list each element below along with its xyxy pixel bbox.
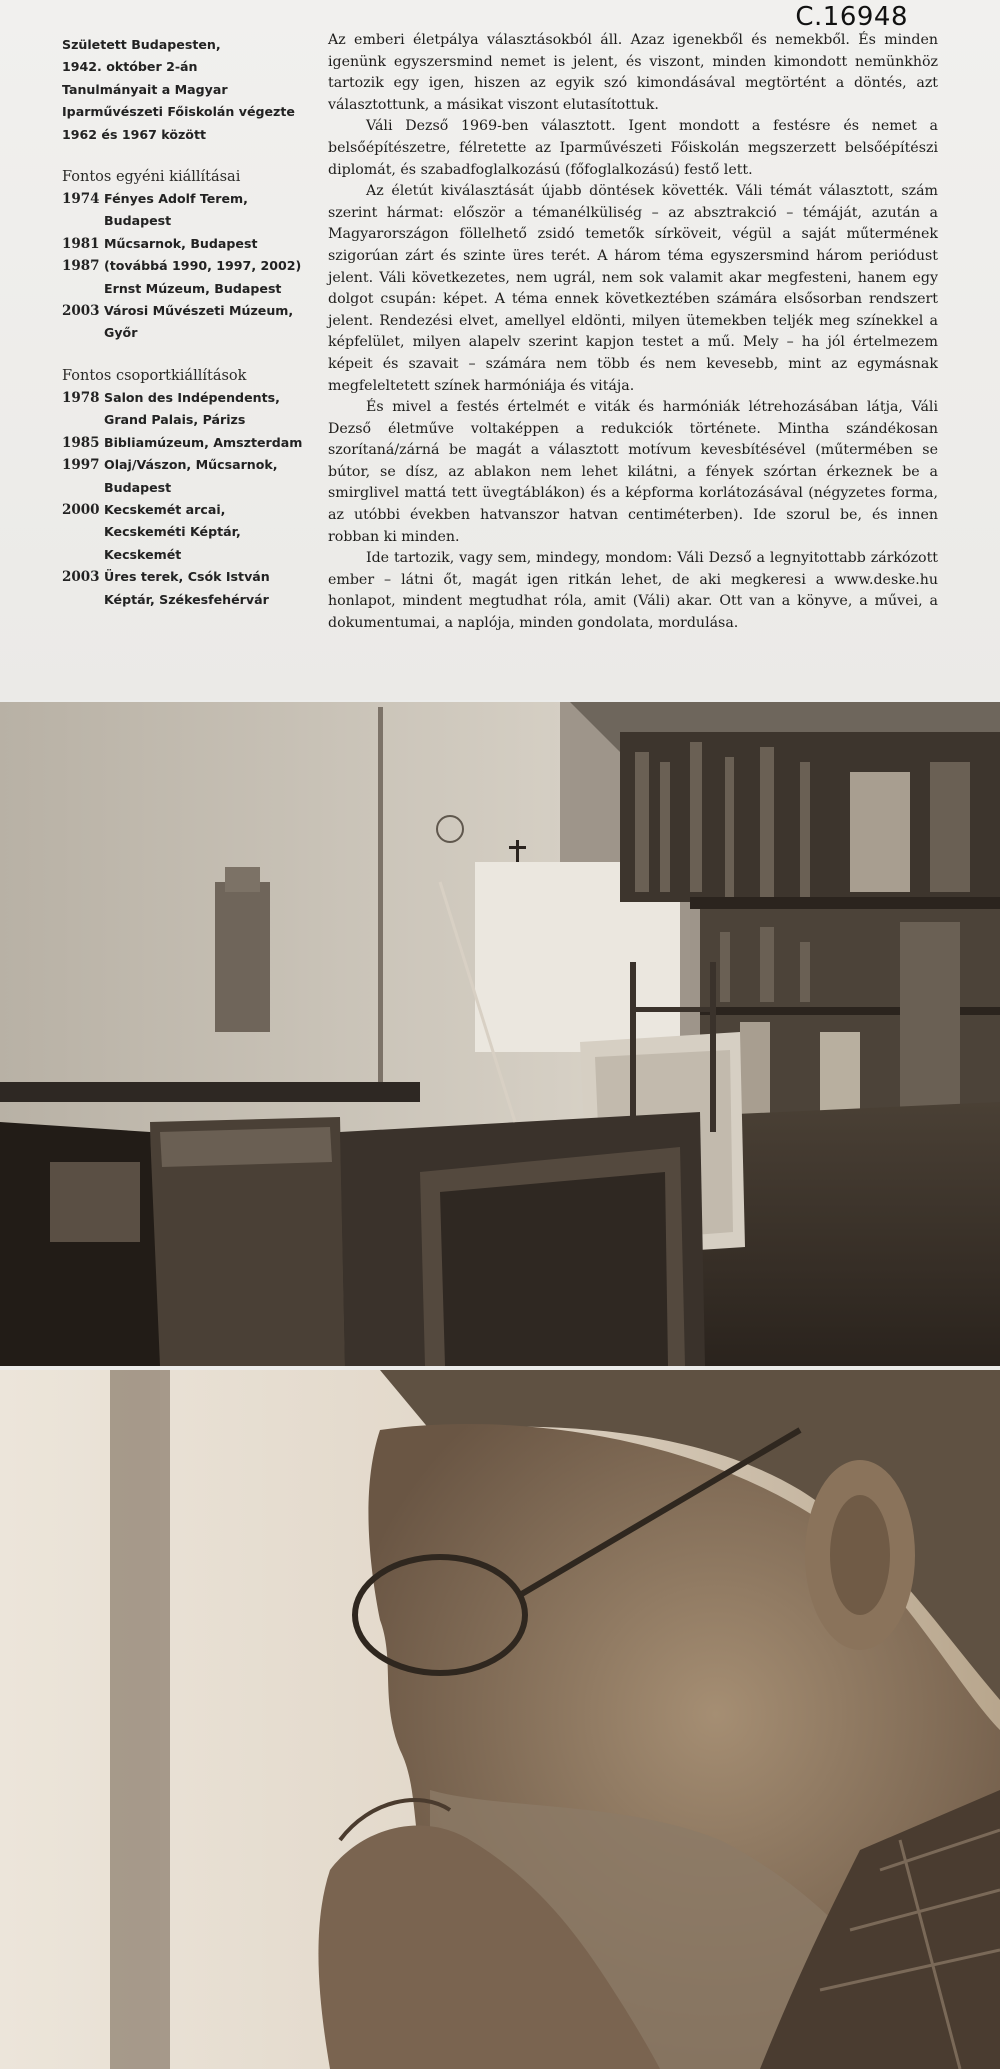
bio-line: Iparművészeti Főiskolán végezte <box>62 104 295 120</box>
exhibition-line: Városi Művészeti Múzeum, <box>104 303 294 319</box>
exhibition-line: Olaj/Vászon, Műcsarnok, <box>104 457 278 473</box>
exhibition-year: 1987 <box>62 258 100 275</box>
portrait-photo <box>0 1370 1000 2069</box>
bio-line: 1942. október 2-án <box>62 59 198 75</box>
group-exhibitions-heading: Fontos csoportkiállítások <box>62 367 247 384</box>
solo-exhibitions-list <box>62 188 327 345</box>
exhibition-line: Győr <box>104 325 138 341</box>
exhibition-item <box>62 188 327 233</box>
article-body <box>328 30 938 635</box>
exhibition-year: 1981 <box>62 235 100 252</box>
exhibition-item <box>62 300 327 345</box>
exhibition-line: Bibliamúzeum, Amszterdam <box>104 434 303 450</box>
article-paragraph: Váli Dezső 1969-ben választott. Igent mondott a festésre és nemet a belsőépítészetre, félretette az Iparművészeti Főiskolán megszerzett belsőépítészi diplomát, és szabadfoglalkozású (főfoglalkozású) festő lett. <box>328 118 938 178</box>
solo-exhibitions-heading: Fontos egyéni kiállításai <box>62 169 241 186</box>
studio-illustration <box>0 702 1000 1366</box>
exhibition-year: 1978 <box>62 389 100 406</box>
exhibition-line: Kecskemét arcai, <box>104 501 226 517</box>
portrait-illustration <box>0 1370 1000 2069</box>
exhibition-line: Kecskemét <box>104 546 182 562</box>
article-paragraph: Az emberi életpálya választásokból áll. Azaz igenekből és nemekből. És minden igenünk egyszersmind nemet is jelent, és viszont, minden kimondott nemünkhöz tartozik egy igen, hiszen az egyik szó kimondásával megtörtént a döntés, azt választottunk, a másikat viszont elutasítottuk. <box>328 32 938 113</box>
exhibition-item <box>62 255 327 300</box>
exhibition-line: Ernst Múzeum, Budapest <box>104 280 282 296</box>
exhibition-line: Képtár, Székesfehérvár <box>104 591 269 607</box>
exhibition-item <box>62 454 327 499</box>
catalog-number: C.16948 <box>795 2 908 32</box>
article-paragraph: És mivel a festés értelmét e viták és harmóniák létrehozásában látja, Váli Dezső életműve voltaképpen a redukciók története. Mintha szándékosan szorítaná/zárná be magát a választott motívum kevesbítésével (műtermében se bútor, se dísz, az ablakon nem lehet kilátni, a fények szórtan érkeznek be a smirglivel mattá tett üvegtáblákon) és a képforma korlátozásával (négyzetes forma, az utóbbi években hatvanszor hatvan centiméterben). Ide szorul be, és innen robban ki minden. <box>328 399 938 545</box>
exhibition-line: Műcsarnok, Budapest <box>104 235 258 251</box>
studio-photo <box>0 702 1000 1366</box>
exhibition-year: 1974 <box>62 191 100 208</box>
exhibition-line: Fényes Adolf Terem, <box>104 191 248 207</box>
bio-line: 1962 és 1967 között <box>62 126 207 142</box>
sidebar-column <box>62 34 327 611</box>
bio-block <box>62 34 327 146</box>
exhibition-year: 2003 <box>62 303 100 320</box>
article-paragraph: Az életút kiválasztását újabb döntések követték. Váli témát választott, szám szerint hármat: először a témanélküliség – az absztrakció – témáját, azután a Magyarországon föllelhető zsidó temetők sírköveit, végül a saját műtermének szigorúan zárt és szinte üres terét. A három téma egyszersmind három periódust jelent. Váli következetes, nem ugrál, nem sok valamit akar megfesteni, hanem egy dolgot csupán: képet. A téma ennek következtében számára elsősorban rendszert jelent. Rendezési elvet, amellyel eldönti, milyen ütemekben teljék meg színekkel a képfelület, milyen alapelv szerint kapjon testet a mű. Mely – ha jól értelmezem képeit és szavait – számára nem több és nem kevesebb, mint az egymásnak megfeleltetett színek harmóniája és vitája. <box>328 183 938 394</box>
bio-line: Tanulmányait a Magyar <box>62 81 228 97</box>
bio-line: Született Budapesten, <box>62 37 221 52</box>
exhibition-line: (továbbá 1990, 1997, 2002) <box>104 258 302 274</box>
group-exhibitions-list <box>62 387 327 611</box>
exhibition-line: Üres terek, Csók István <box>104 569 270 585</box>
exhibition-line: Salon des Indépendents, <box>104 389 280 405</box>
exhibition-item <box>62 499 327 566</box>
exhibition-item <box>62 432 327 454</box>
exhibition-line: Budapest <box>104 479 172 495</box>
exhibition-line: Budapest <box>104 213 172 229</box>
exhibition-line: Grand Palais, Párizs <box>104 412 246 428</box>
text-page <box>0 0 1000 700</box>
exhibition-year: 2000 <box>62 501 100 518</box>
exhibition-item <box>62 387 327 432</box>
exhibition-year: 1985 <box>62 434 100 451</box>
exhibition-line: Kecskeméti Képtár, <box>104 524 241 540</box>
exhibition-item <box>62 233 327 255</box>
exhibition-year: 1997 <box>62 457 100 474</box>
exhibition-year: 2003 <box>62 569 100 586</box>
exhibition-item <box>62 566 327 611</box>
article-paragraph: Ide tartozik, vagy sem, mindegy, mondom: Váli Dezső a legnyitottabb zárkózott ember – látni őt, magát igen ritkán lehet, de aki megkeresi a www.deske.hu honlapot, mindent megtudhat róla, amit (Váli) akar. Ott van a könyve, a művei, a dokumentumai, a naplója, minden gondolata, mordulása. <box>328 550 938 632</box>
